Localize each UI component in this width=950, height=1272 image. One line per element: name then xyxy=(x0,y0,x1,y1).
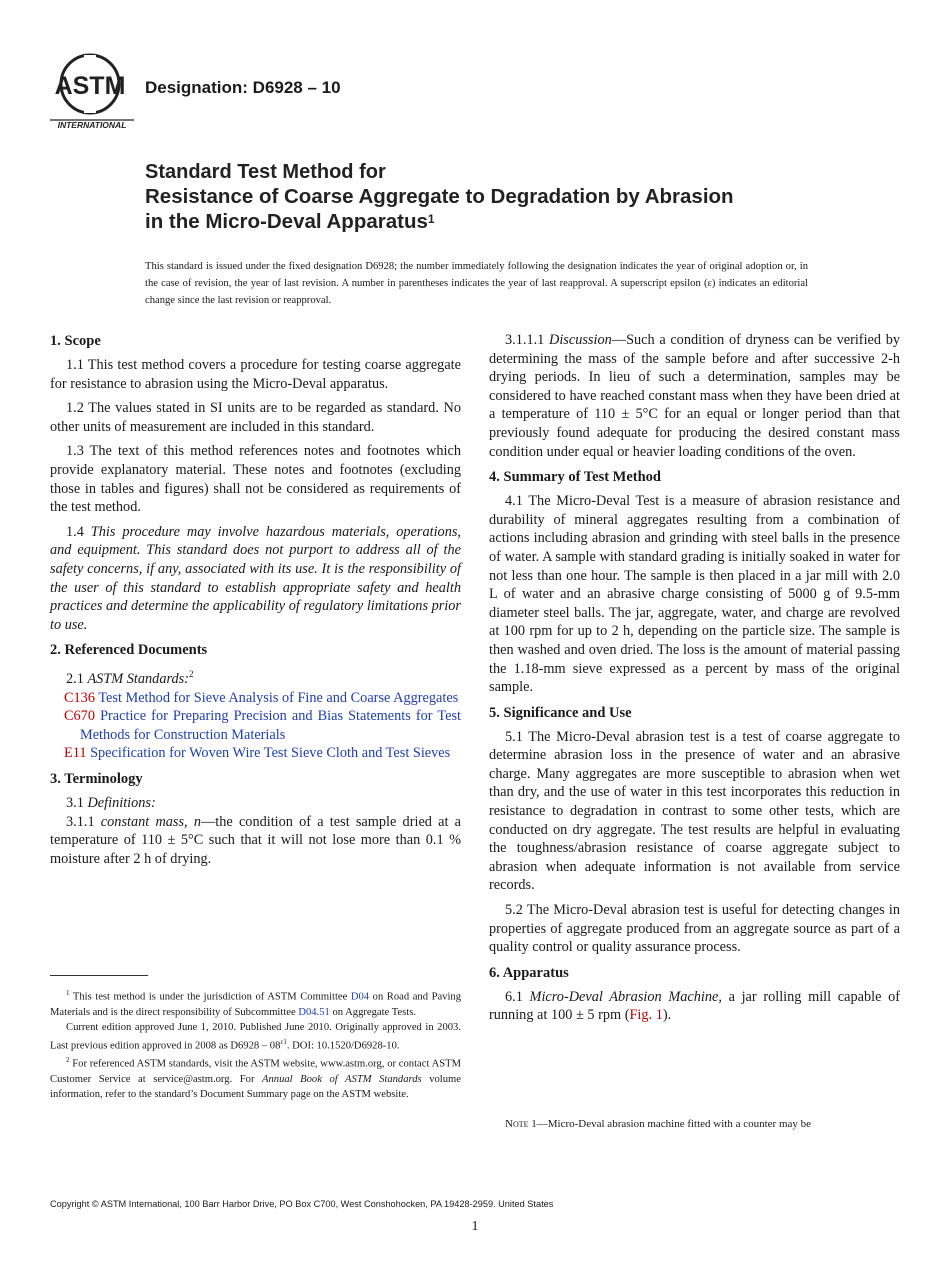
paragraph-3-1-1 xyxy=(50,813,461,869)
section-heading-terminology: 3. Terminology xyxy=(50,771,143,788)
title-line-2: Resistance of Coarse Aggregate to Degradation by Abrasion xyxy=(145,185,734,208)
section-heading-summary: 4. Summary of Test Method xyxy=(489,469,661,486)
paragraph-5-1: 5.1 The Micro-Deval abrasion test is a test of coarse aggregate to determine abrasion loss in the presence of water and an abrasive charge. Many aggregates are more susceptible to abrasion when wet than dry, and the use of water in this test incorporates this reduction in resistance to degradation in contrast to some other tests, which are conducted on dry aggregate. The test results are helpful in evaluating the toughness/abrasion resistance of coarse aggregate subject to abrasion when adequate information is not available from service records. xyxy=(489,728,900,894)
paragraph-6-1-text: a jar rolling mill capable of running at 100 ± 5 rpm ( xyxy=(489,988,901,1024)
title-line-3-text: in the Micro-Deval Apparatus xyxy=(145,210,428,233)
paragraph-5-2: 5.2 The Micro-Deval abrasion test is useful for detecting changes in properties of aggregate produced from an aggregate source as part of a quality control or quality assurance process. xyxy=(489,902,900,956)
reference-title[interactable]: Specification for Woven Wire Test Sieve Cloth and Test Sieves xyxy=(90,745,451,762)
page-number: 1 xyxy=(471,1219,479,1234)
link-fig-1[interactable]: Fig. 1 xyxy=(629,1007,663,1024)
footnote-2-text-a: For referenced ASTM standards, visit the ASTM website, www.astm.org, or contact ASTM Customer Service at service@astm.org. For xyxy=(50,1058,461,1085)
paragraph-1-3: 1.3 The text of this method references notes and footnotes which provide explanatory material. These notes and footnotes (excluding those in tables and figures) shall not be considered as requirements of the test method. xyxy=(50,443,461,516)
paragraph-1-4-num: 1.4 xyxy=(66,523,84,540)
term-constant-mass: constant mass, n xyxy=(100,813,201,830)
paragraph-3-1-1-1 xyxy=(489,331,900,461)
term-micro-deval-machine: Micro-Deval Abrasion Machine, xyxy=(529,988,722,1005)
right-column xyxy=(489,331,900,1031)
paragraph-2-1-text: ASTM Standards: xyxy=(87,671,189,688)
footnote-2-text-b: volume information, refer to the standard’s Document Summary page on the ASTM website. xyxy=(50,1073,461,1100)
footnote-1: $^1$ This test method is under the jurisdiction of ASTM Committee D04 on Road and Paving Materials and is the direct responsibility of Subcommittee D04.51 on Aggregate Tests. xyxy=(50,989,461,1018)
paragraph-2-1-num: 2.1 xyxy=(66,671,84,688)
paragraph-6-1-num: 6.1 xyxy=(505,988,523,1005)
paragraph-1-2: 1.2 The values stated in SI units are to be regarded as standard. No other units of measurement are included in this standard. xyxy=(50,400,461,435)
title-line-3 xyxy=(145,209,845,234)
paragraph-4-1: 4.1 The Micro-Deval Test is a measure of abrasion resistance and durability of mineral aggregates resulting from a combination of actions including abrasion and grinding with steel balls in the presence of water. A sample with standard grading is initially soaked in water for not less than one hour. The sample is then placed in a jar mill with 2.0 L of water and an abrasive charge consisting of 5000 g of 9.5-mm diameter steel balls. The jar, aggregate, water, and charge are revolved at 100 rpm for up to 2 h, depending on the particle size. The sample is then washed and oven dried. The loss is the amount of material passing the 1.18-mm sieve expressed as a percent by mass of the original sample. xyxy=(489,493,900,696)
left-column xyxy=(50,331,461,874)
logo-text: ASTM xyxy=(54,72,126,100)
paragraph-3-1-1-text: —the condition of a test sample dried at a temperature of 110 ± 5°C such that it will not lose more than 0.1 % moisture after 2 h of drying. xyxy=(50,813,462,867)
footnote-1-edition xyxy=(50,1020,461,1054)
logo-subtext: INTERNATIONAL xyxy=(57,120,127,130)
reference-title[interactable]: Practice for Preparing Precision and Bias Statements for Test Methods for Construction Materials xyxy=(80,708,461,743)
section-heading-apparatus: 6. Apparatus xyxy=(489,964,569,981)
footnote-2-italic: Annual Book of ASTM Standards xyxy=(262,1073,422,1085)
term-discussion: Discussion xyxy=(549,332,612,348)
document-title xyxy=(145,160,845,234)
section-heading-referenced: 2. Referenced Documents xyxy=(50,642,208,659)
footnote-1-text-d: Current edition approved June 1, 2010. Published June 2010. Originally approved in 2003. Last previous edition approved in 2008 as D6928 – 08 xyxy=(50,1021,461,1052)
footnote-divider xyxy=(50,975,148,976)
reference-code[interactable]: E11 xyxy=(64,745,87,762)
epsilon-mark: ε1 xyxy=(280,1037,287,1046)
reference-e11[interactable] xyxy=(50,744,461,763)
section-heading-significance: 5. Significance and Use xyxy=(489,704,632,721)
paragraph-1-4 xyxy=(50,523,461,635)
paragraph-3-1 xyxy=(50,794,461,813)
paragraph-6-1-end: ). xyxy=(662,1007,672,1024)
title-line-1: Standard Test Method for xyxy=(145,161,386,183)
link-d04-51[interactable]: D04.51 xyxy=(298,1006,330,1018)
section-heading-scope: 1. Scope xyxy=(50,333,101,349)
preamble: This standard is issued under the fixed designation D6928; the number immediately following the designation indicates the year of original adoption or, in the case of revision, the year of last revision. A number in parentheses indicates the year of last reapproval. A superscript epsilon (ε) indicates an editorial change since the last revision or reapproval. xyxy=(145,261,808,306)
paragraph-6-1 xyxy=(489,988,900,1025)
paragraph-3-1-text: Definitions: xyxy=(87,795,156,812)
note-text: —Micro-Deval abrasion machine fitted with a counter may be xyxy=(536,1118,812,1130)
reference-code[interactable]: C670 xyxy=(64,708,95,725)
footnotes xyxy=(50,986,461,1102)
link-d04[interactable]: D04 xyxy=(350,991,370,1003)
paragraph-3-1-1-1-num: 3.1.1.1 xyxy=(505,332,545,348)
astm-logo xyxy=(50,52,136,132)
footnote-ref-2: 2 xyxy=(189,669,194,680)
reference-c670[interactable] xyxy=(50,707,461,744)
paragraph-3-1-1-1-text: —Such a condition of dryness can be verified by determining the mass of the sample before and after successive 2-h drying periods. In lieu of such a determination, samples may be considered to have reached constant mass when they have been dried at a temperature of 110 ± 5°C for an equal or longer period than that previously found adequate for producing the desired constant mass condition under equal or heavier loading conditions of the oven. xyxy=(489,332,900,460)
note-label: Note 1 xyxy=(505,1118,537,1130)
note-1 xyxy=(505,1116,905,1132)
title-footnote-mark: 1 xyxy=(427,212,435,226)
footnote-1-text-b: on Road and Paving Materials and is the direct responsibility of Subcommittee xyxy=(50,991,461,1018)
designation: Designation: D6928 – 10 xyxy=(145,78,341,97)
paragraph-2-1 xyxy=(50,665,461,688)
footnote-1-text-c: on Aggregate Tests. xyxy=(329,1006,416,1018)
footnote-2: $^2$ For referenced ASTM standards, visit the ASTM website, www.astm.org, or contact ASTM Customer Service at service@astm.org. For Annual Book of ASTM Standards volume information, refer to the standard’s Document Summary page on the ASTM website. xyxy=(50,1056,461,1100)
paragraph-3-1-1-num: 3.1.1 xyxy=(66,813,95,830)
reference-code[interactable]: C136 xyxy=(64,689,95,706)
reference-title[interactable]: Test Method for Sieve Analysis of Fine and Coarse Aggregates xyxy=(98,689,459,706)
footnote-1-text-e: . DOI: 10.1520/D6928-10. xyxy=(286,1040,400,1052)
paragraph-3-1-num: 3.1 xyxy=(66,795,84,812)
copyright: Copyright © ASTM International, 100 Barr Harbor Drive, PO Box C700, West Conshohocken, PA 19428-2959. United States xyxy=(50,1199,554,1209)
paragraph-1-4-text: This procedure may involve hazardous materials, operations, and equipment. This standard does not purport to address all of the safety concerns, if any, associated with its use. It is the responsibility of the user of this standard to establish appropriate safety and health practices and determine the applicability of regulatory limitations prior to use. xyxy=(50,523,461,633)
paragraph-1-1: 1.1 This test method covers a procedure for testing coarse aggregate for resistance to abrasion using the Micro-Deval apparatus. xyxy=(50,357,461,392)
reference-c136[interactable] xyxy=(50,689,461,708)
footnote-1-text-a: This test method is under the jurisdiction of ASTM Committee xyxy=(72,991,351,1003)
